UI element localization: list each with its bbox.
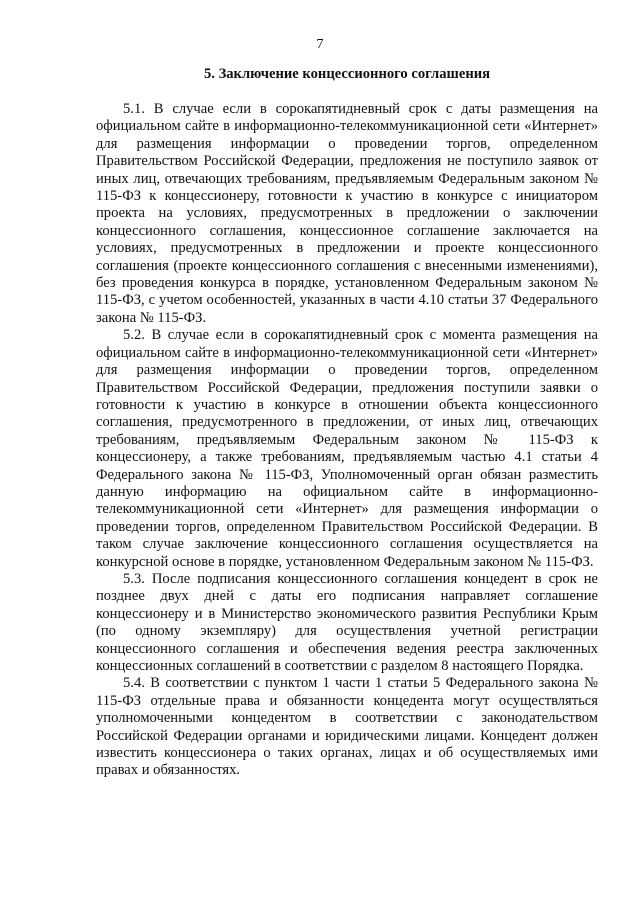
page-number: 7 bbox=[316, 37, 324, 52]
paragraph-5-1: 5.1. В случае если в сорокапятидневный срок с даты размещения на официальном сайте в информационно-телекоммуникационной сети «Интернет» для размещения информации о проведении торгов, определенном Правительством Российской Федерации, предложения не поступило заявок от иных лиц, отвечающих требованиям, предъявляемым Федеральным законом № 115-ФЗ к концессионеру, готовности к участию в конкурсе с инициатором проекта на условиях, предусмотренных в предложении о заключении концессионного соглашения, концессионное соглашение заключается на условиях, предусмотренных в предложении и проекте концессионного соглашения (проекте концессионного соглашения с внесенными изменениями), без проведения конкурса в порядке, установленном Федеральным законом № 115-ФЗ, с учетом особенностей, указанных в части 4.10 статьи 37 Федерального закона № 115-ФЗ. bbox=[96, 101, 598, 326]
paragraph-5-2: 5.2. В случае если в сорокапятидневный срок с момента размещения на официальном сайте в информационно-телекоммуникационной сети «Интернет» для размещения информации о проведении торгов, определенном Правительством Российской Федерации, предложения поступили заявки о готовности к участию в конкурсе в отношении объекта концессионного соглашения, предусмотренного в предложении, от иных лиц, отвечающих требованиям, предъявляемым Федеральным законом № 115-ФЗ к концессионеру, а также требованиям, предъявляемым частью 4.1 статьи 4 Федерального закона № 115-ФЗ, Уполномоченный орган обязан разместить данную информацию на официальном сайте в информационно-телекоммуникационной сети «Интернет» для размещения информации о проведении торгов, определенном Правительством Российской Федерации. В таком случае заключение концессионного соглашения осуществляется на конкурсной основе в порядке, установленном Федеральным законом № 115-ФЗ. bbox=[96, 327, 598, 570]
paragraph-5-4: 5.4. В соответствии с пунктом 1 части 1 статьи 5 Федерального закона № 115-ФЗ отдельные права и обязанности концедента могут осуществляться уполномоченными концедентом в соответствии с законодательством Российской Федерации органами и юридическими лицами. Концедент должен известить концессионера о таких органах, лицах и об осуществляемых ими правах и обязанностях. bbox=[96, 675, 598, 779]
section-body bbox=[96, 101, 598, 780]
section-title: 5. Заключение концессионного соглашения bbox=[203, 66, 491, 82]
paragraph-5-3: 5.3. После подписания концессионного соглашения концедент в срок не позднее двух дней с даты его подписания направляет соглашение концессионеру и в Министерство экономического развития Республики Крым (по одному экземпляру) для осуществления учетной регистрации концессионного соглашения и обеспечения ведения реестра заключенных концессионных соглашений в соответствии с разделом 8 настоящего Порядка. bbox=[96, 570, 598, 674]
